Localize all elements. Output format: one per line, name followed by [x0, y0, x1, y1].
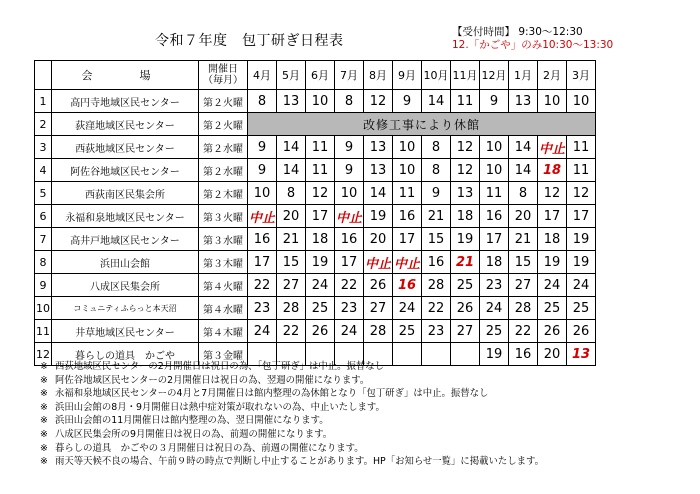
date-cell: 27 — [277, 274, 306, 297]
note-text: 雨天等天候不良の場合、午前９時の時点で判断し中止することがあります。HP「お知らせ一覧」に掲載いたします。 — [55, 456, 545, 468]
header-month: 7月 — [335, 61, 364, 90]
date-cell: 16 — [393, 274, 422, 297]
date-cell: 24 — [335, 320, 364, 343]
date-cell: 中止 — [393, 251, 422, 274]
date-cell: 17 — [248, 251, 277, 274]
date-cell: 中止 — [335, 205, 364, 228]
table-row — [35, 274, 596, 297]
note-item — [40, 428, 544, 442]
date-cell: 22 — [335, 274, 364, 297]
note-mark: ※ — [40, 415, 48, 427]
header-month: 5月 — [277, 61, 306, 90]
date-cell: 12 — [306, 182, 335, 205]
row-number: 3 — [35, 136, 52, 159]
date-cell: 25 — [451, 274, 480, 297]
header-number — [35, 61, 52, 90]
header-month: 2月 — [538, 61, 567, 90]
note-item — [40, 455, 544, 469]
date-cell: 13 — [364, 159, 393, 182]
page-title: 令和７年度 包丁研ぎ日程表 — [155, 33, 344, 49]
date-cell: 26 — [364, 274, 393, 297]
date-cell: 25 — [480, 320, 509, 343]
meeting-day: 第４木曜 — [199, 320, 248, 343]
date-cell: 24 — [306, 274, 335, 297]
row-number: 8 — [35, 251, 52, 274]
note-text: 浜田山会館の11月開催日は館内整理の為、翌日開催になります。 — [55, 415, 329, 427]
date-cell: 17 — [393, 228, 422, 251]
date-cell: 17 — [567, 205, 596, 228]
date-cell: 9 — [335, 159, 364, 182]
note-mark: ※ — [40, 374, 48, 386]
date-cell: 13 — [364, 136, 393, 159]
table-row — [35, 251, 596, 274]
row-number: 11 — [35, 320, 52, 343]
note-mark: ※ — [40, 428, 48, 440]
date-cell: 中止 — [364, 251, 393, 274]
table-row — [35, 90, 596, 113]
row-number: 9 — [35, 274, 52, 297]
date-cell: 24 — [248, 320, 277, 343]
meeting-day: 第２火曜 — [199, 90, 248, 113]
header-month: 1月 — [509, 61, 538, 90]
date-cell: 26 — [538, 320, 567, 343]
date-cell: 12 — [364, 90, 393, 113]
note-text: 暮らしの道具 かごやの３月開催日は祝日の為、前週の開催になります。 — [55, 442, 364, 454]
date-cell: 8 — [509, 182, 538, 205]
note-text: 永福和泉地域区民センターの4月と7月開催日は館内整理の為休館となり「包丁研ぎ」は中止。振替なし — [55, 388, 489, 400]
date-cell: 25 — [393, 320, 422, 343]
venue-name: 井草地域区民センター — [52, 320, 199, 343]
header-month: 6月 — [306, 61, 335, 90]
date-cell: 14 — [364, 182, 393, 205]
date-cell: 19 — [567, 228, 596, 251]
date-cell: 18 — [538, 159, 567, 182]
date-cell: 17 — [335, 251, 364, 274]
date-cell: 9 — [335, 136, 364, 159]
date-cell: 19 — [567, 251, 596, 274]
row-number: 7 — [35, 228, 52, 251]
date-cell: 21 — [422, 205, 451, 228]
date-cell: 20 — [277, 205, 306, 228]
date-cell: 中止 — [538, 136, 567, 159]
table-row — [35, 182, 596, 205]
header-month: 12月 — [480, 61, 509, 90]
date-cell: 15 — [422, 228, 451, 251]
meeting-day: 第３金曜 — [199, 343, 248, 366]
date-cell: 9 — [422, 182, 451, 205]
date-cell: 19 — [364, 205, 393, 228]
venue-name: 阿佐谷地域区民センター — [52, 159, 199, 182]
date-cell: 8 — [277, 182, 306, 205]
table-row — [35, 228, 596, 251]
date-cell: 12 — [538, 182, 567, 205]
date-cell: 中止 — [248, 205, 277, 228]
header-venue: 会 場 — [52, 61, 199, 90]
date-cell: 11 — [480, 182, 509, 205]
date-cell: 23 — [248, 297, 277, 320]
date-cell: 10 — [567, 90, 596, 113]
row-number: 6 — [35, 205, 52, 228]
schedule-body — [35, 90, 596, 366]
date-cell: 17 — [306, 205, 335, 228]
note-mark: ※ — [40, 456, 48, 468]
venue-name: 浜田山会館 — [52, 251, 199, 274]
date-cell: 28 — [277, 297, 306, 320]
note-text: 八成区民集会所の9月開催日は祝日の為、前週の開催になります。 — [55, 428, 333, 440]
date-cell: 22 — [248, 274, 277, 297]
date-cell: 18 — [538, 228, 567, 251]
date-cell: 26 — [451, 297, 480, 320]
date-cell: 13 — [567, 343, 596, 366]
row-number: 4 — [35, 159, 52, 182]
venue-name: 暮らしの道具 かごや — [52, 343, 199, 366]
date-cell: 15 — [509, 251, 538, 274]
date-cell: 10 — [393, 159, 422, 182]
meeting-day: 第４水曜 — [199, 297, 248, 320]
date-cell: 18 — [451, 205, 480, 228]
date-cell: 19 — [480, 343, 509, 366]
date-cell: 24 — [480, 297, 509, 320]
row-number: 5 — [35, 182, 52, 205]
date-cell: 16 — [393, 205, 422, 228]
header-month: 11月 — [451, 61, 480, 90]
date-cell: 10 — [480, 136, 509, 159]
venue-name: 西荻地域区民センター — [52, 136, 199, 159]
date-cell: 13 — [509, 90, 538, 113]
date-cell: 9 — [248, 159, 277, 182]
table-row — [35, 297, 596, 320]
meeting-day: 第２木曜 — [199, 182, 248, 205]
date-cell: 14 — [509, 159, 538, 182]
row-number: 2 — [35, 113, 52, 136]
table-row — [35, 159, 596, 182]
schedule-table — [34, 60, 596, 366]
table-row — [35, 320, 596, 343]
date-cell: 18 — [480, 251, 509, 274]
date-cell: 9 — [248, 136, 277, 159]
date-cell: 25 — [567, 297, 596, 320]
date-cell: 15 — [277, 251, 306, 274]
date-cell: 14 — [277, 136, 306, 159]
date-cell: 16 — [480, 205, 509, 228]
date-cell: 20 — [364, 228, 393, 251]
date-cell: 18 — [306, 228, 335, 251]
date-cell: 24 — [538, 274, 567, 297]
note-item — [40, 374, 544, 388]
date-cell: 16 — [422, 251, 451, 274]
date-cell: 14 — [422, 90, 451, 113]
date-cell: 23 — [480, 274, 509, 297]
date-cell: 19 — [451, 228, 480, 251]
date-cell: 12 — [451, 136, 480, 159]
date-cell: 14 — [277, 159, 306, 182]
date-cell: 10 — [480, 159, 509, 182]
date-cell: 25 — [306, 297, 335, 320]
meeting-day: 第３水曜 — [199, 228, 248, 251]
date-cell: 22 — [422, 297, 451, 320]
date-cell: 11 — [567, 159, 596, 182]
date-cell: 11 — [306, 136, 335, 159]
closed-notice: 改修工事により休館 — [248, 113, 596, 136]
date-cell: 16 — [335, 228, 364, 251]
date-cell: 28 — [422, 274, 451, 297]
meeting-day: 第３木曜 — [199, 251, 248, 274]
date-cell: 27 — [364, 297, 393, 320]
date-cell: 24 — [567, 274, 596, 297]
date-cell: 17 — [480, 228, 509, 251]
table-row — [35, 136, 596, 159]
date-cell: 26 — [306, 320, 335, 343]
notes-list — [40, 360, 544, 469]
note-item — [40, 387, 544, 401]
header-day-label: 開催日 （毎月） — [203, 64, 243, 86]
date-cell: 9 — [393, 90, 422, 113]
date-cell: 11 — [451, 90, 480, 113]
meeting-day: 第３火曜 — [199, 205, 248, 228]
date-cell: 22 — [277, 320, 306, 343]
date-cell: 10 — [248, 182, 277, 205]
venue-name: 八成区民集会所 — [52, 274, 199, 297]
note-item — [40, 414, 544, 428]
date-cell: 10 — [335, 182, 364, 205]
header-month: 3月 — [567, 61, 596, 90]
date-cell: 14 — [509, 136, 538, 159]
date-cell: 25 — [538, 297, 567, 320]
row-number: 12 — [35, 343, 52, 366]
date-cell: 21 — [509, 228, 538, 251]
header-row — [35, 61, 596, 90]
date-cell: 10 — [306, 90, 335, 113]
date-cell: 27 — [509, 274, 538, 297]
date-cell: 16 — [509, 343, 538, 366]
meeting-day: 第２水曜 — [199, 159, 248, 182]
note-item — [40, 360, 544, 374]
date-cell: 17 — [538, 205, 567, 228]
date-cell: 16 — [248, 228, 277, 251]
note-text: 阿佐谷地域区民センターの2月開催日は祝日の為、翌週の開催になります。 — [55, 374, 370, 386]
note-mark: ※ — [40, 442, 48, 454]
venue-name: 永福和泉地域区民センター — [52, 205, 199, 228]
header-month: 8月 — [364, 61, 393, 90]
date-cell: 11 — [306, 159, 335, 182]
venue-name: 高井戸地域区民センター — [52, 228, 199, 251]
note-text: 西荻地域区民センターの2月開催日は祝日の為、「包丁研ぎ」は中止。振替なし — [55, 361, 385, 372]
row-number: 10 — [35, 297, 52, 320]
note-mark: ※ — [40, 361, 48, 372]
date-cell: 8 — [422, 136, 451, 159]
date-cell: 24 — [393, 297, 422, 320]
date-cell: 23 — [335, 297, 364, 320]
date-cell: 28 — [509, 297, 538, 320]
table-row — [35, 205, 596, 228]
date-cell: 11 — [567, 136, 596, 159]
venue-name: 西荻南区民集会所 — [52, 182, 199, 205]
date-cell: 23 — [422, 320, 451, 343]
date-cell: 26 — [567, 320, 596, 343]
date-cell: 27 — [451, 320, 480, 343]
date-cell: 13 — [451, 182, 480, 205]
date-cell: 19 — [538, 251, 567, 274]
date-cell: 9 — [480, 90, 509, 113]
reception-hours — [452, 26, 613, 52]
date-cell: 12 — [451, 159, 480, 182]
row-number: 1 — [35, 90, 52, 113]
date-cell: 20 — [538, 343, 567, 366]
date-cell: 12 — [567, 182, 596, 205]
reception-hours-line: 【受付時間】 9:30～12:30 — [452, 26, 583, 38]
date-cell: 21 — [277, 228, 306, 251]
note-text: 浜田山会館の8月・9月開催日は熱中症対策が取れないの為、中止いたします。 — [55, 401, 385, 413]
header-day — [199, 61, 248, 90]
venue-name: コミュニティふらっと本天沼 — [52, 297, 199, 320]
header-month: 4月 — [248, 61, 277, 90]
note-mark: ※ — [40, 388, 48, 400]
date-cell: 8 — [248, 90, 277, 113]
note-item — [40, 442, 544, 456]
meeting-day: 第２水曜 — [199, 136, 248, 159]
meeting-day: 第２火曜 — [199, 113, 248, 136]
date-cell: 19 — [306, 251, 335, 274]
meeting-day: 第４火曜 — [199, 274, 248, 297]
date-cell: 10 — [393, 136, 422, 159]
date-cell: 20 — [509, 205, 538, 228]
date-cell: 13 — [277, 90, 306, 113]
note-item — [40, 401, 544, 415]
date-cell: 8 — [422, 159, 451, 182]
reception-hours-note: 12.「かごや」のみ10:30～13:30 — [452, 39, 614, 51]
note-mark: ※ — [40, 401, 48, 413]
date-cell: 22 — [509, 320, 538, 343]
header-month: 9月 — [393, 61, 422, 90]
venue-name: 荻窪地域区民センター — [52, 113, 199, 136]
date-cell: 28 — [364, 320, 393, 343]
date-cell: 8 — [335, 90, 364, 113]
date-cell: 10 — [538, 90, 567, 113]
date-cell: 21 — [451, 251, 480, 274]
header-month: 10月 — [422, 61, 451, 90]
venue-name: 高円寺地域区民センター — [52, 90, 199, 113]
date-cell: 11 — [393, 182, 422, 205]
table-row — [35, 113, 596, 136]
